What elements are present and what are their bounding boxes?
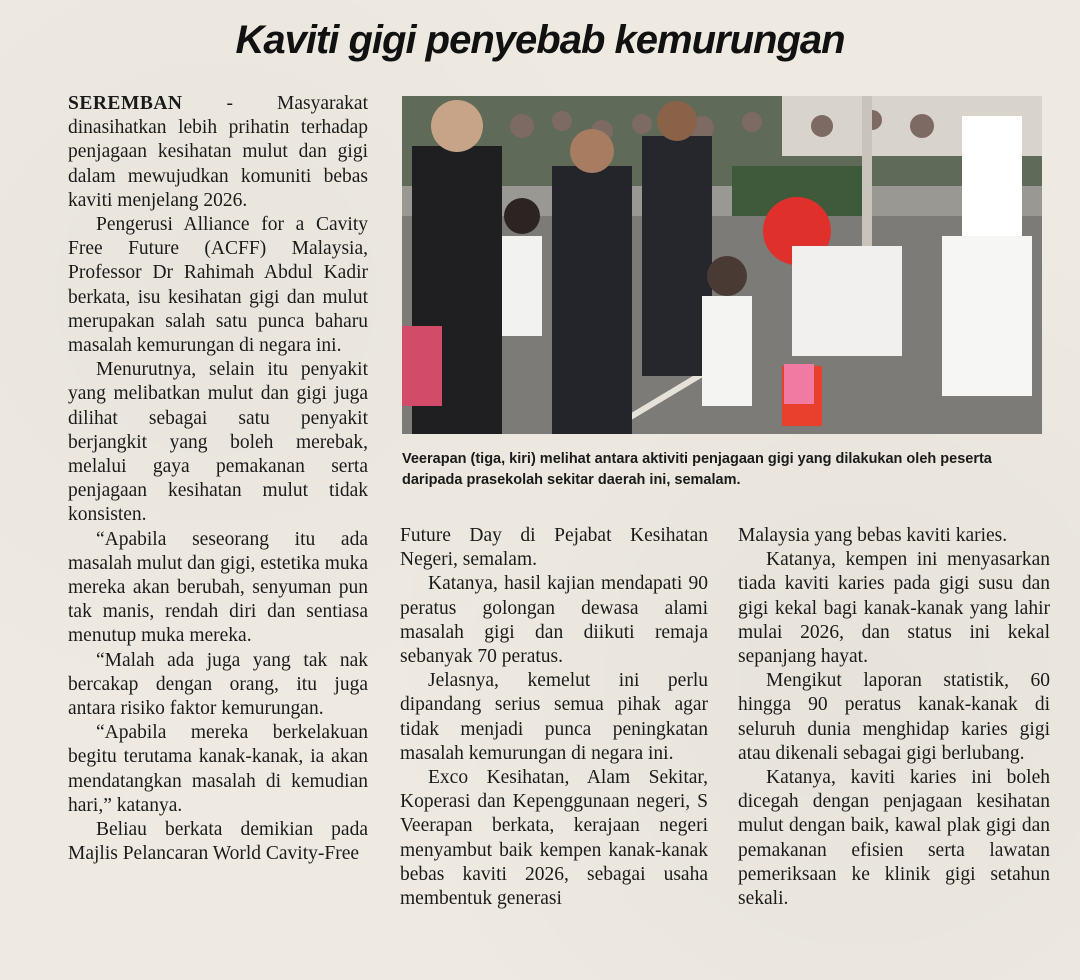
article-column-2 xyxy=(400,524,708,911)
paragraph: Future Day di Pejabat Kesihatan Negeri, semalam. xyxy=(400,525,708,571)
paragraph: Katanya, kaviti karies ini boleh dicegah dengan penjagaan kesihatan mulut dengan baik, kawal plak gigi dan pemakanan efisien serta lawatan pemeriksaan ke klinik gigi setahun sekali. xyxy=(738,767,1050,910)
paragraph xyxy=(68,92,368,213)
news-photo xyxy=(402,96,1042,434)
paragraph: “Apabila seseorang itu ada masalah mulut dan gigi, estetika muka mereka akan berubah, senyuman pun tak manis, rendah diri dan sentiasa menutup muka mereka. xyxy=(68,528,369,647)
paragraph: Jelasnya, kemelut ini perlu dipandang serius semua pihak agar tidak menjadi punca peningkatan masalah kemurungan di negara ini. xyxy=(400,670,708,764)
photo-caption: Veerapan (tiga, kiri) melihat antara aktiviti penjagaan gigi yang dilakukan oleh peserta daripada prasekolah sekitar daerah ini, semalam. xyxy=(402,451,992,488)
paragraph: Katanya, kempen ini menyasarkan tiada kaviti karies pada gigi susu dan gigi kekal bagi kanak-kanak yang lahir mulai 2026, dan status ini kekal sepanjang hayat. xyxy=(738,549,1050,668)
paragraph: Exco Kesihatan, Alam Sekitar, Koperasi dan Kepenggunaan negeri, S Veerapan berkata, kerajaan negeri menyambut baik kempen kanak-kanak bebas kaviti 2026, sebagai usaha membentuk generasi xyxy=(400,767,708,910)
paragraph: “Malah ada juga yang tak nak bercakap dengan orang, itu juga antara risiko faktor kemurungan. xyxy=(68,649,368,720)
paragraph-text: - Masyarakat dinasihatkan lebih prihatin terhadap penjagaan kesihatan mulut dan gigi dalam mewujudkan komuniti bebas kaviti menjelang 2026. xyxy=(68,93,369,211)
dateline: SEREMBAN xyxy=(68,93,183,114)
article-column-1 xyxy=(68,92,368,867)
paragraph: “Apabila mereka berkelakuan begitu terutama kanak-kanak, ia akan mendatangkan masalah di kemudian hari,” katanya. xyxy=(68,722,368,816)
paragraph: Katanya, hasil kajian mendapati 90 peratus golongan dewasa alami masalah gigi dan diikuti remaja sebanyak 70 peratus. xyxy=(400,573,708,668)
paragraph: Menurutnya, selain itu penyakit yang melibatkan mulut dan gigi juga dilihat sebagai satu penyakit berjangkit yang boleh merebak, melalui gaya pemakanan serta penjagaan kesihatan mulut tidak konsisten. xyxy=(68,359,368,526)
paragraph: Mengikut laporan statistik, 60 hingga 90 peratus kanak-kanak di seluruh dunia menghidap karies gigi atau dikenali sebagai gigi berlubang. xyxy=(738,670,1050,764)
article-column-3 xyxy=(738,524,1050,911)
paragraph: Beliau berkata demikian pada Majlis Pelancaran World Cavity-Free xyxy=(68,819,368,865)
paragraph: Pengerusi Alliance for a Cavity Free Future (ACFF) Malaysia, Professor Dr Rahimah Abdul Kadir berkata, isu kesihatan gigi dan mulut merupakan salah satu punca baharu masalah kemurungan di negara ini. xyxy=(68,214,368,357)
headline: Kaviti gigi penyebab kemurungan xyxy=(235,18,845,62)
paragraph: Malaysia yang bebas kaviti karies. xyxy=(738,525,1008,546)
